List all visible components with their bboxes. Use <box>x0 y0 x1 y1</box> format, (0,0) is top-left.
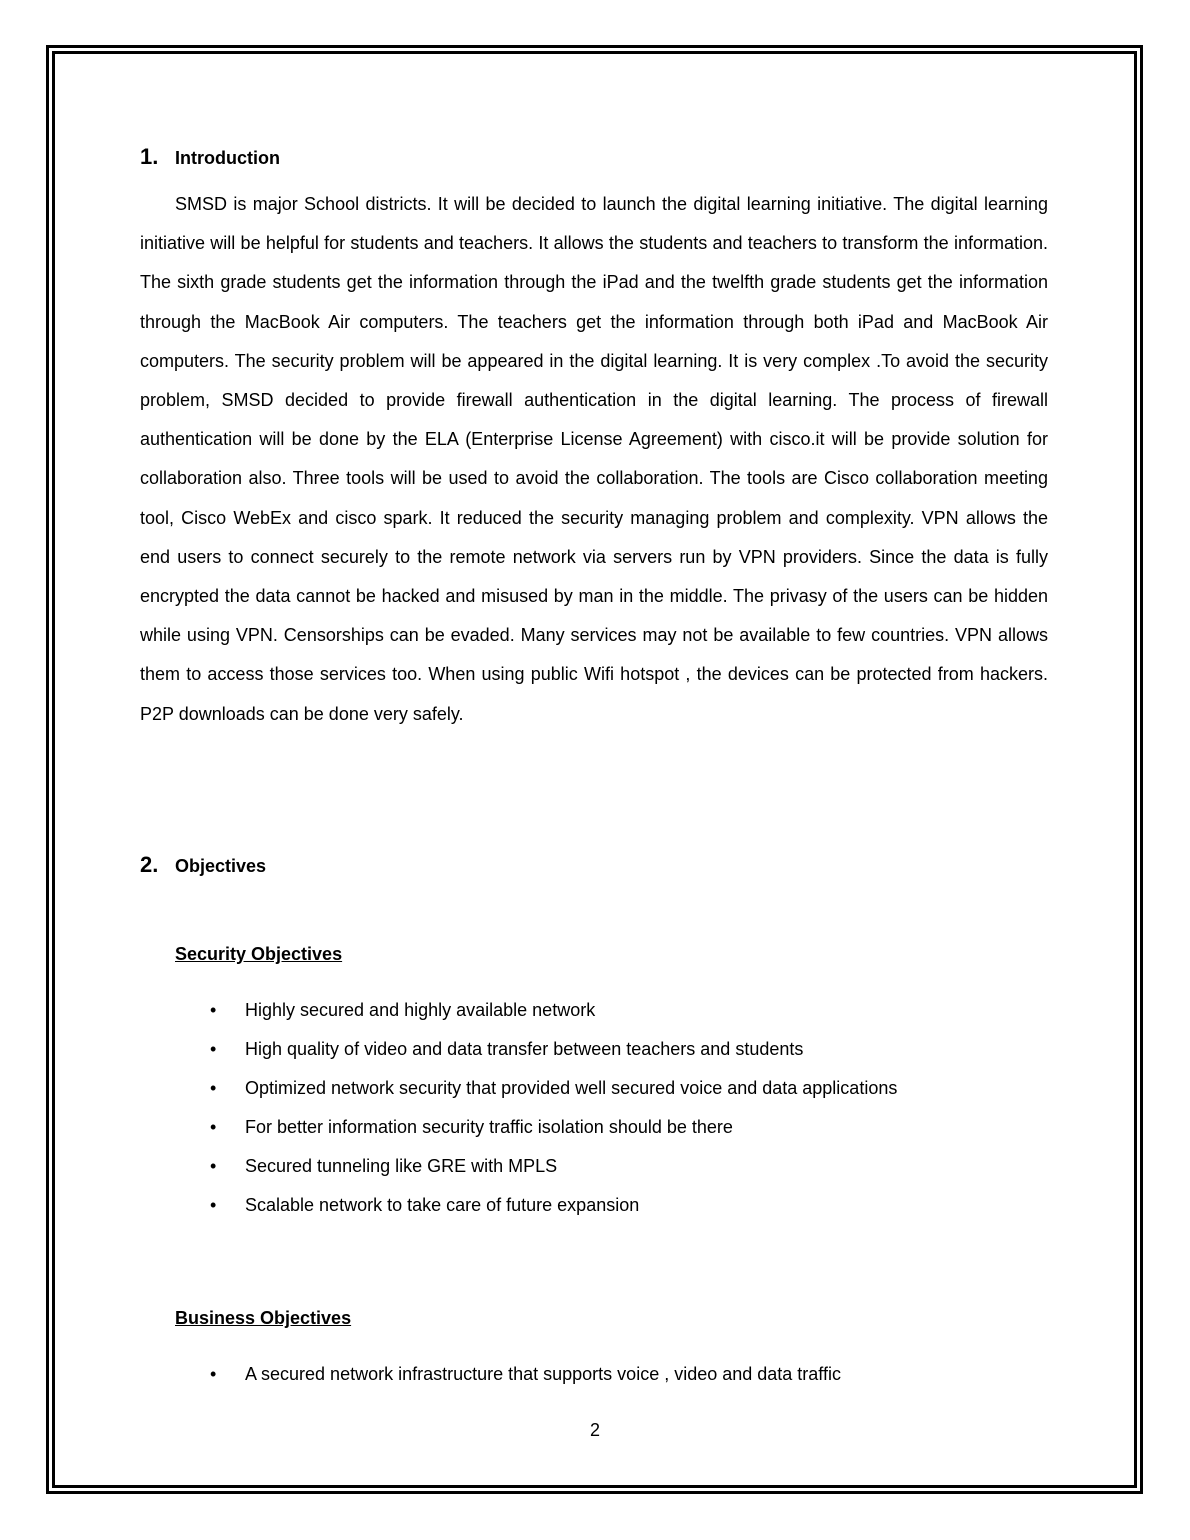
list-item: • Highly secured and highly available network <box>210 1000 596 1020</box>
list-item: • Scalable network to take care of future expansion <box>210 1195 640 1215</box>
security-objectives-list <box>210 999 897 1233</box>
section-heading-introduction <box>140 144 280 170</box>
list-item: • Secured tunneling like GRE with MPLS <box>210 1156 558 1176</box>
bullet-icon: • <box>210 1364 217 1384</box>
bullet-icon: • <box>210 1117 217 1137</box>
section-number: 1. <box>140 144 159 169</box>
list-item: • Optimized network security that provided well secured voice and data applications <box>210 1078 898 1098</box>
section-title: Introduction <box>175 148 280 168</box>
section-number: 2. <box>140 852 159 877</box>
introduction-paragraph: SMSD is major School districts. It will be decided to launch the digital learning initiative. The digital learning initiative will be helpful for students and teachers. It allows the students and teachers to transform the information. The sixth grade students get the information through the iPad and the twelfth grade students get the information through the MacBook Air computers. The teachers get the information through both iPad and MacBook Air computers. The security problem will be appeared in the digital learning. It is very complex .To avoid the security problem, SMSD decided to provide firewall authentication in the digital learning. The process of firewall authentication will be done by the ELA (Enterprise License Agreement) with cisco.it will be provide solution for collaboration also. Three tools will be used to avoid the collaboration. The tools are Cisco collaboration meeting tool, Cisco WebEx and cisco spark. It reduced the security managing problem and complexity. VPN allows the end users to connect securely to the remote network via servers run by VPN providers. Since the data is fully encrypted the data cannot be hacked and misused by man in the middle. The privasy of the users can be hidden while using VPN. Censorships can be evaded. Many services may not be available to few countries. VPN allows them to access those services too. When using public Wifi hotspot , the devices can be protected from hackers. P2P downloads can be done very safely. <box>140 194 1048 724</box>
bullet-icon: • <box>210 1039 217 1059</box>
bullet-icon: • <box>210 1078 217 1098</box>
bullet-icon: • <box>210 1156 217 1176</box>
security-objectives-heading: Security Objectives <box>175 944 343 964</box>
section-heading-objectives <box>140 852 266 878</box>
business-objectives-list <box>210 1363 841 1402</box>
list-item: • A secured network infrastructure that supports voice , video and data traffic <box>210 1364 841 1384</box>
list-item: • For better information security traffic isolation should be there <box>210 1117 733 1137</box>
list-item: • High quality of video and data transfer between teachers and students <box>210 1039 804 1059</box>
page-number: 2 <box>589 1420 600 1440</box>
business-objectives-heading: Business Objectives <box>175 1308 352 1328</box>
bullet-icon: • <box>210 1000 217 1020</box>
bullet-icon: • <box>210 1195 217 1215</box>
section-title: Objectives <box>175 856 267 876</box>
